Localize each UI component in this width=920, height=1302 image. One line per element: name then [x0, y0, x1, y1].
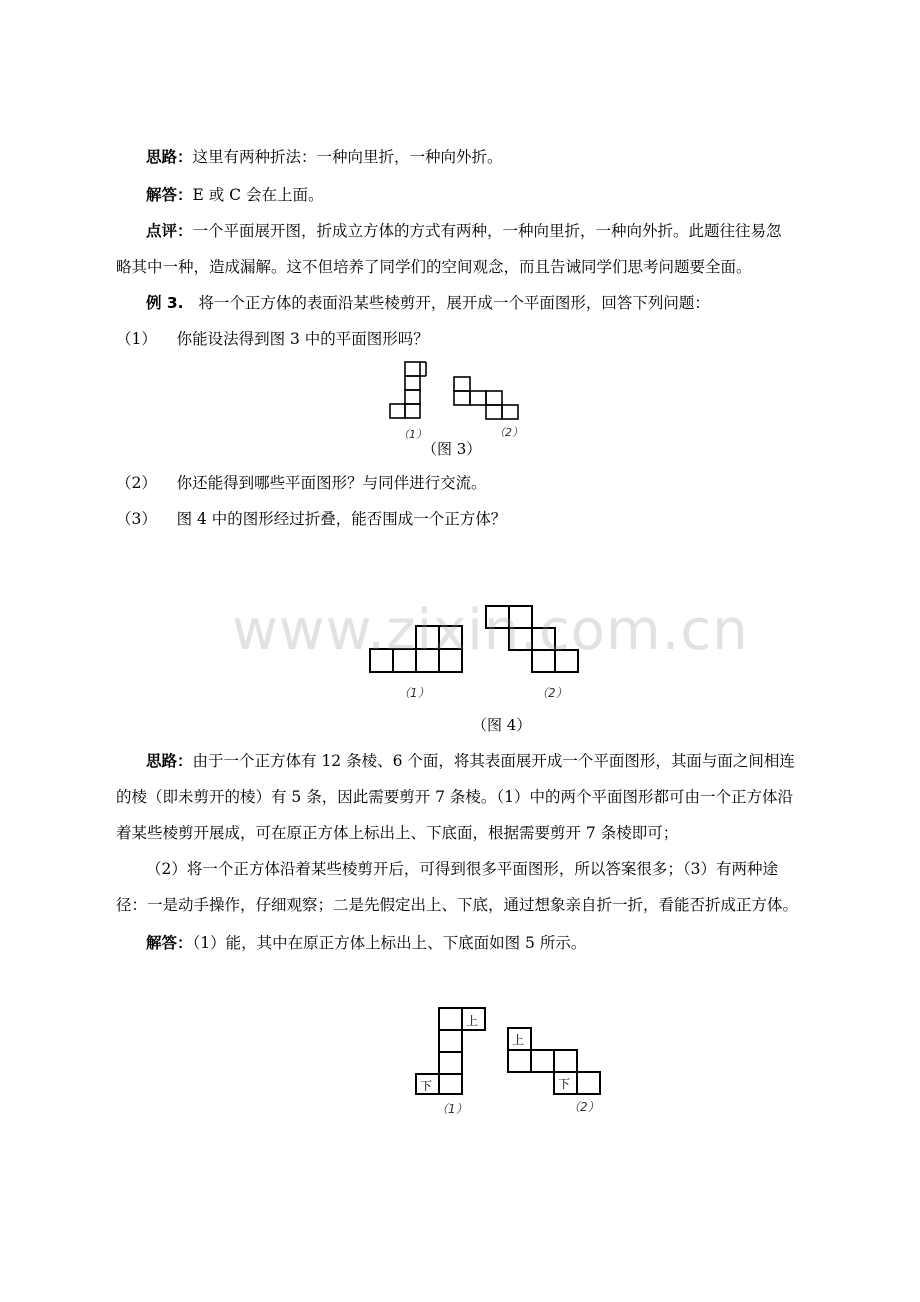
question-2 [116, 472, 816, 494]
figure-4-sub-2: （2） [536, 686, 568, 700]
example-3-text: 将一个正方体的表面沿某些棱剪开，展开成一个平面图形，回答下列问题： [198, 294, 710, 312]
idea-label-2: 思路： [146, 752, 193, 770]
answer-text: E 或 C 会在上面。 [192, 186, 324, 204]
figure-5-net-1-bottom-label: 下 [420, 1079, 433, 1093]
figure-3-net-2 [452, 375, 522, 423]
example-3-heading [146, 292, 846, 314]
answer-label: 解答： [146, 186, 193, 204]
figure-5-net-2 [506, 1026, 602, 1096]
figure-5-net-1-top-label: 上 [466, 1014, 479, 1028]
figure-4-caption: （图 4） [472, 716, 532, 734]
explanation-line-2: 径：一是动手操作，仔细观察；二是先假定出上、下底，通过想象亲自折一折，看能否折成正方体。 [116, 896, 799, 914]
figure-5-net-1 [414, 1006, 490, 1096]
question-1-text: 你能设法得到图 3 中的平面图形吗？ [176, 330, 429, 348]
idea-label: 思路： [146, 148, 193, 166]
figure-5-net-2-bottom-label: 下 [558, 1077, 571, 1091]
figure-5-net-2-top-label: 上 [512, 1033, 525, 1047]
idea-paragraph-2-line-2: 的棱（即未剪开的棱）有 5 条，因此需要剪开 7 条棱。（1）中的两个平面图形都可由一个正方体沿 [116, 788, 794, 806]
figure-4-sub-1: （1） [398, 686, 430, 700]
figure-3-sub-1: （1） [398, 428, 427, 441]
figure-5-sub-2: （2） [568, 1100, 600, 1114]
answer-label-2: 解答： [146, 934, 193, 952]
figure-5-sub-1: （1） [436, 1102, 468, 1116]
figure-3-sub-2: （2） [494, 426, 523, 439]
answer-paragraph-1 [146, 184, 846, 206]
comment-line-1 [146, 220, 846, 242]
question-2-num: （2） [116, 474, 157, 492]
figure-3-net-1 [388, 360, 428, 422]
answer-paragraph-2 [146, 932, 846, 954]
idea-text-2-1: 由于一个正方体有 12 条棱、6 个面，将其表面展开成一个平面图形，其面与面之间相连 [192, 752, 795, 770]
idea-paragraph-2-line-3: 着某些棱剪开展成，可在原正方体上标出上、下底面，根据需要剪开 7 条棱即可； [116, 824, 679, 842]
question-3-text: 图 4 中的图形经过折叠，能否围成一个正方体？ [176, 510, 507, 528]
question-1 [116, 328, 816, 350]
example-3-label: 例 3. [146, 294, 184, 312]
idea-text: 这里有两种折法：一种向里折，一种向外折。 [192, 148, 503, 166]
idea-paragraph-2-line-1 [146, 750, 846, 772]
comment-line-2: 略其中一种，造成漏解。这不但培养了同学们的空间观念，而且告诫同学们思考问题要全面。 [116, 258, 752, 276]
figure-3-caption: （图 3） [422, 440, 482, 458]
explanation-line-1: （2）将一个正方体沿着某些棱剪开后，可得到很多平面图形，所以答案很多；（3）有两种途 [146, 860, 778, 878]
comment-text-1: 一个平面展开图，折成立方体的方式有两种，一种向里折，一种向外折。此题往往易忽 [192, 222, 782, 240]
question-3 [116, 508, 816, 530]
question-3-num: （3） [116, 510, 157, 528]
answer-text-2: （1）能，其中在原正方体上标出上、下底面如图 5 所示。 [192, 934, 587, 952]
question-1-num: （1） [116, 330, 157, 348]
idea-paragraph-1 [146, 146, 846, 168]
watermark: www.zixin.com.cn [232, 598, 749, 663]
question-2-text: 你还能得到哪些平面图形？与同伴进行交流。 [176, 474, 487, 492]
comment-label: 点评： [146, 222, 193, 240]
